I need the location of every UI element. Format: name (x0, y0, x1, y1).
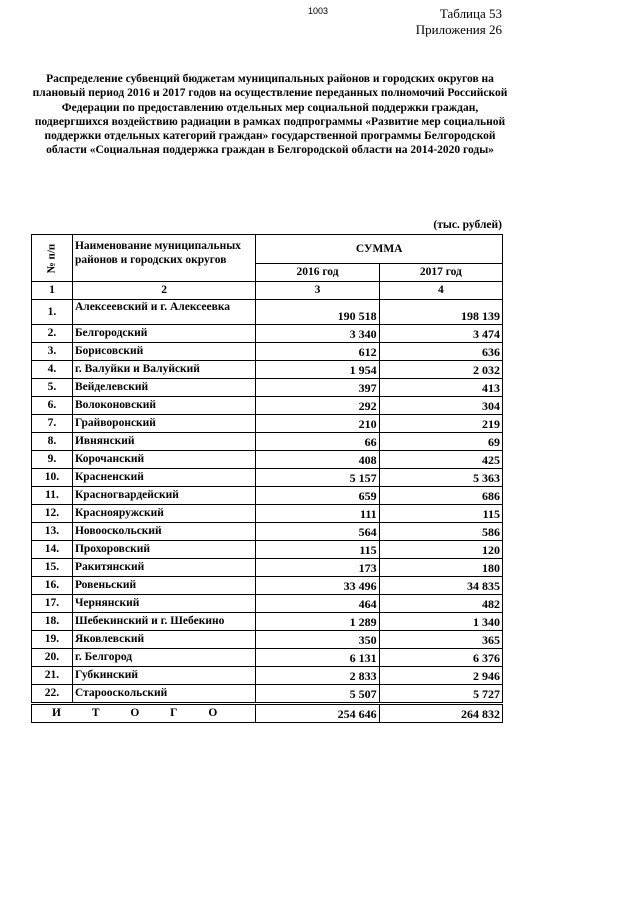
row-name: г. Белгород (72, 649, 255, 667)
row-value-2016: 190 518 (256, 300, 379, 325)
row-value-2017: 304 (379, 397, 502, 415)
row-value-2017: 425 (379, 451, 502, 469)
table-row (32, 523, 503, 541)
row-name: Новооскольский (72, 523, 255, 541)
header-name: Наименование муниципальных районов и городских округов (72, 235, 255, 282)
row-value-2017: 365 (379, 631, 502, 649)
table-body (32, 300, 503, 704)
row-name: Шебекинский и г. Шебекино (72, 613, 255, 631)
row-name: Красногвардейский (72, 487, 255, 505)
table-row (32, 559, 503, 577)
row-name: Борисовский (72, 343, 255, 361)
row-number: 21. (32, 667, 73, 685)
distribution-table (31, 234, 503, 723)
row-value-2017: 2 032 (379, 361, 502, 379)
total-2016: 254 646 (256, 704, 379, 723)
table-row (32, 685, 503, 704)
units-label: (тыс. рублей) (433, 219, 502, 231)
row-value-2016: 350 (256, 631, 379, 649)
row-value-2016: 408 (256, 451, 379, 469)
row-name: Волоконовский (72, 397, 255, 415)
row-value-2017: 6 376 (379, 649, 502, 667)
row-name: Белгородский (72, 325, 255, 343)
table-row (32, 505, 503, 523)
row-value-2017: 686 (379, 487, 502, 505)
row-name: Старооскольский (72, 685, 255, 704)
row-value-2017: 219 (379, 415, 502, 433)
row-value-2017: 34 835 (379, 577, 502, 595)
row-name: Краснояружский (72, 505, 255, 523)
row-number: 7. (32, 415, 73, 433)
table-row (32, 451, 503, 469)
row-number: 13. (32, 523, 73, 541)
column-number: 3 (256, 282, 379, 300)
table-row (32, 379, 503, 397)
table-row (32, 361, 503, 379)
row-value-2017: 115 (379, 505, 502, 523)
row-number: 22. (32, 685, 73, 704)
row-value-2016: 115 (256, 541, 379, 559)
table-row (32, 667, 503, 685)
row-value-2016: 659 (256, 487, 379, 505)
row-number: 6. (32, 397, 73, 415)
column-number: 4 (379, 282, 502, 300)
row-number: 5. (32, 379, 73, 397)
total-2017: 264 832 (379, 704, 502, 723)
table-row (32, 343, 503, 361)
row-number: 8. (32, 433, 73, 451)
row-number: 17. (32, 595, 73, 613)
row-name: Грайворонский (72, 415, 255, 433)
row-value-2017: 413 (379, 379, 502, 397)
row-number: 15. (32, 559, 73, 577)
row-value-2016: 1 289 (256, 613, 379, 631)
row-value-2017: 586 (379, 523, 502, 541)
table-label: Таблица 53 (439, 6, 502, 21)
row-value-2017: 69 (379, 433, 502, 451)
row-number: 3. (32, 343, 73, 361)
page-number: 1003 (308, 6, 329, 16)
table-row (32, 487, 503, 505)
row-value-2016: 564 (256, 523, 379, 541)
document-title: Распределение субвенций бюджетам муниципальных районов и городских округов на плановый период 2016 и 2017 годов на осуществление переданных полномочий Российской Федерации по предоставлению отдельных мер социальной поддержки граждан, подвергшихся воздействию радиации в рамках подпрограммы «Развитие мер социальной поддержки отдельных категорий граждан» государственной программы Белгородской области «Социальная поддержка граждан в Белгородской области на 2014-2020 годы» (32, 73, 508, 157)
table-row (32, 577, 503, 595)
row-value-2016: 66 (256, 433, 379, 451)
header-number: № п/п (32, 235, 73, 282)
row-number: 16. (32, 577, 73, 595)
table-row (32, 469, 503, 487)
row-value-2016: 6 131 (256, 649, 379, 667)
row-value-2017: 636 (379, 343, 502, 361)
table-row (32, 433, 503, 451)
table-row (32, 649, 503, 667)
row-number: 12. (32, 505, 73, 523)
row-value-2017: 5 363 (379, 469, 502, 487)
row-value-2017: 198 139 (379, 300, 502, 325)
row-value-2016: 1 954 (256, 361, 379, 379)
row-number: 11. (32, 487, 73, 505)
row-name: Корочанский (72, 451, 255, 469)
row-value-2017: 180 (379, 559, 502, 577)
row-name: Алексеевский и г. Алексеевка (72, 300, 255, 325)
row-value-2016: 612 (256, 343, 379, 361)
header-sum: СУММА (256, 235, 503, 264)
table-row (32, 541, 503, 559)
row-name: Ровеньский (72, 577, 255, 595)
row-name: Ивнянский (72, 433, 255, 451)
row-value-2016: 292 (256, 397, 379, 415)
row-name: Чернянский (72, 595, 255, 613)
row-value-2016: 111 (256, 505, 379, 523)
row-name: Яковлевский (72, 631, 255, 649)
table-row (32, 595, 503, 613)
table-row (32, 397, 503, 415)
row-value-2017: 5 727 (379, 685, 502, 704)
row-number: 10. (32, 469, 73, 487)
row-value-2016: 464 (256, 595, 379, 613)
row-name: Красненский (72, 469, 255, 487)
row-value-2017: 482 (379, 595, 502, 613)
row-value-2016: 5 157 (256, 469, 379, 487)
row-number: 19. (32, 631, 73, 649)
row-value-2016: 210 (256, 415, 379, 433)
row-name: г. Валуйки и Валуйский (72, 361, 255, 379)
row-name: Губкинский (72, 667, 255, 685)
column-number: 1 (32, 282, 73, 300)
row-value-2017: 3 474 (379, 325, 502, 343)
table-row (32, 613, 503, 631)
row-number: 20. (32, 649, 73, 667)
table-row (32, 631, 503, 649)
row-value-2016: 3 340 (256, 325, 379, 343)
row-number: 4. (32, 361, 73, 379)
row-value-2016: 397 (256, 379, 379, 397)
row-number: 14. (32, 541, 73, 559)
row-value-2016: 2 833 (256, 667, 379, 685)
total-row (32, 704, 503, 723)
row-name: Вейделевский (72, 379, 255, 397)
table-row (32, 300, 503, 325)
row-name: Прохоровский (72, 541, 255, 559)
appendix-label: Приложения 26 (415, 22, 502, 37)
row-value-2016: 5 507 (256, 685, 379, 704)
row-name: Ракитянский (72, 559, 255, 577)
header-year-2017: 2017 год (379, 264, 502, 282)
row-number: 18. (32, 613, 73, 631)
table-row (32, 415, 503, 433)
row-value-2017: 1 340 (379, 613, 502, 631)
column-number: 2 (72, 282, 255, 300)
row-value-2017: 120 (379, 541, 502, 559)
row-number: 1. (32, 300, 73, 325)
row-value-2016: 33 496 (256, 577, 379, 595)
header-year-2016: 2016 год (256, 264, 379, 282)
total-label: И Т О Г О (32, 704, 256, 723)
row-number: 9. (32, 451, 73, 469)
table-row (32, 325, 503, 343)
row-number: 2. (32, 325, 73, 343)
row-value-2017: 2 946 (379, 667, 502, 685)
row-value-2016: 173 (256, 559, 379, 577)
table-reference (416, 6, 502, 38)
